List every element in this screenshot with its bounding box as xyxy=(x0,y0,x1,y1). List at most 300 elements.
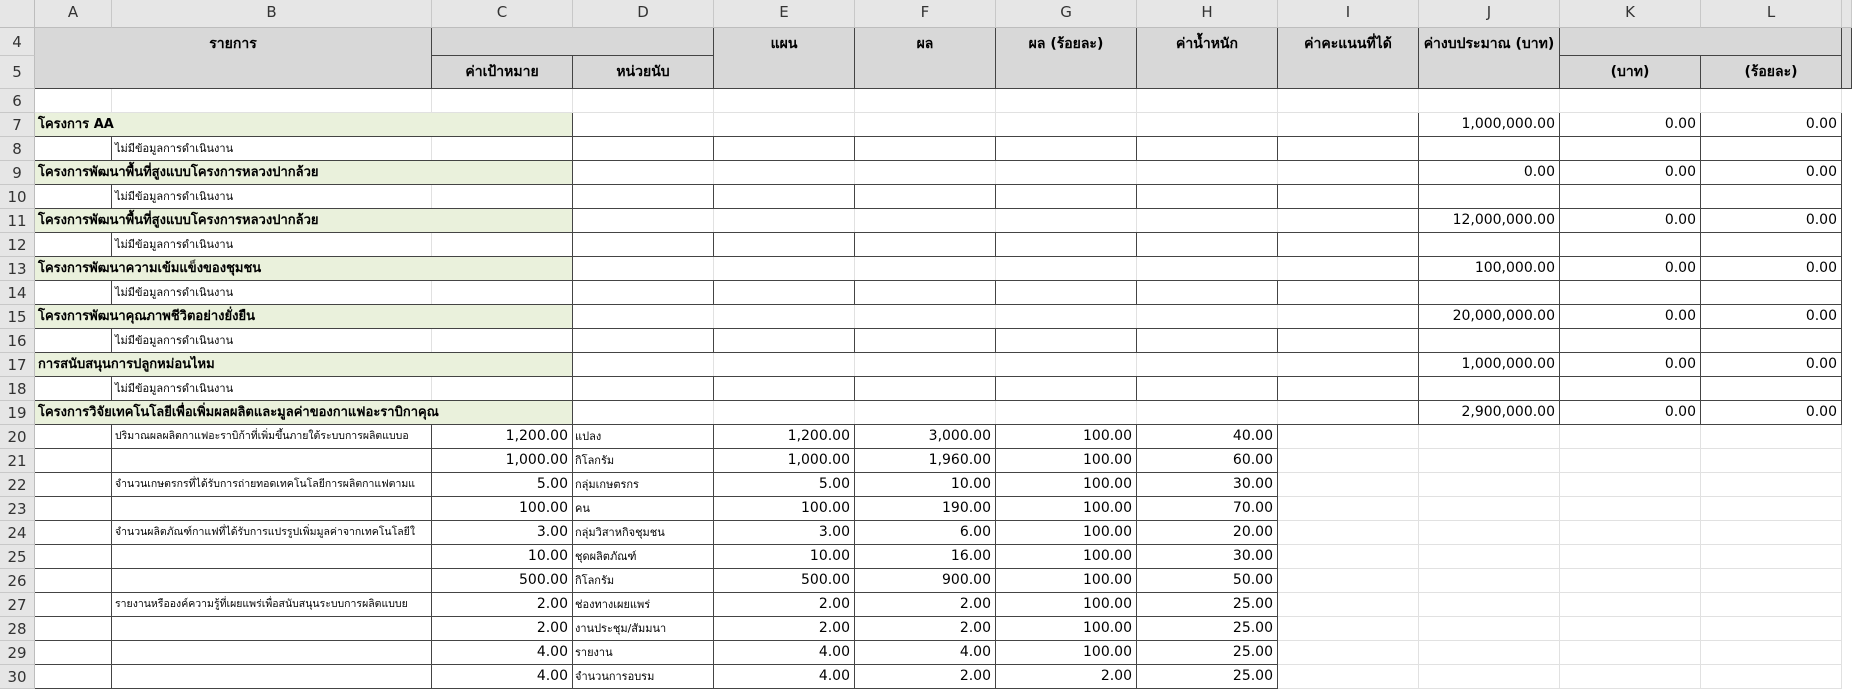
header-budget-label: ค่างบประมาณ (บาท) xyxy=(1423,36,1555,52)
detail-weight-3[interactable]: 30.00 xyxy=(1137,473,1278,497)
sub-cell-d-4[interactable] xyxy=(573,281,714,305)
row-header-24[interactable]: 24 xyxy=(0,521,35,545)
sub-cell-i-1[interactable] xyxy=(1278,137,1419,161)
cell-g6[interactable] xyxy=(996,89,1137,113)
sub-cell-k-2[interactable] xyxy=(1560,185,1701,209)
row-header-21[interactable]: 21 xyxy=(0,449,35,473)
header-weight-label: ค่าน้ำหนัก xyxy=(1176,36,1238,52)
detail-result-1[interactable]: 3,000.00 xyxy=(855,425,996,449)
sub-cell-j-1[interactable] xyxy=(1419,137,1560,161)
cell-c6[interactable] xyxy=(432,89,573,113)
cell-i23[interactable] xyxy=(1278,497,1419,521)
project-name-2[interactable]: โครงการพัฒนาพื้นที่สูงแบบโครงการหลวงปากล้วย xyxy=(35,161,573,185)
detail-weight-10[interactable]: 25.00 xyxy=(1137,641,1278,665)
project-status-2[interactable]: ไม่มีข้อมูลการดำเนินงาน xyxy=(112,185,573,209)
detail-indicator-4[interactable] xyxy=(112,497,432,521)
detail-a-2[interactable] xyxy=(35,449,112,473)
detail-indicator-5[interactable]: จำนวนผลิตภัณฑ์กาแฟที่ได้รับการแปรรูปเพิ่มมูลค่าจากเทคโนโลยีใ xyxy=(112,521,432,545)
project-spacer-3[interactable] xyxy=(573,209,1419,233)
cell-a6[interactable] xyxy=(35,89,112,113)
sub-cell-e-2[interactable] xyxy=(714,185,855,209)
sub-cell-i-3[interactable] xyxy=(1278,233,1419,257)
detail-result-pct-8[interactable]: 100.00 xyxy=(996,593,1137,617)
detail-a-1[interactable] xyxy=(35,425,112,449)
project-status-6[interactable]: ไม่มีข้อมูลการดำเนินงาน xyxy=(112,377,573,401)
project-baht-6[interactable]: 0.00 xyxy=(1560,353,1701,377)
detail-weight-8[interactable]: 25.00 xyxy=(1137,593,1278,617)
detail-plan-2[interactable]: 1,000.00 xyxy=(714,449,855,473)
sub-cell-e-5[interactable] xyxy=(714,329,855,353)
detail-plan-3[interactable]: 5.00 xyxy=(714,473,855,497)
project-name-4[interactable]: โครงการพัฒนาความเข้มแข็งของชุมชน xyxy=(35,257,573,281)
project-percent-2[interactable]: 0.00 xyxy=(1701,161,1842,185)
project-spacer-4[interactable] xyxy=(573,257,1419,281)
sub-cell-k-3[interactable] xyxy=(1560,233,1701,257)
project-percent-4[interactable]: 0.00 xyxy=(1701,257,1842,281)
sub-cell-h-4[interactable] xyxy=(1137,281,1278,305)
sub-cell-k-1[interactable] xyxy=(1560,137,1701,161)
cell-i25[interactable] xyxy=(1278,545,1419,569)
detail-result-pct-11[interactable]: 2.00 xyxy=(996,665,1137,689)
project-status-1[interactable]: ไม่มีข้อมูลการดำเนินงาน xyxy=(112,137,573,161)
detail-indicator-11[interactable] xyxy=(112,665,432,689)
detail-result-pct-10[interactable]: 100.00 xyxy=(996,641,1137,665)
cell-l20[interactable] xyxy=(1701,425,1842,449)
detail-a-6[interactable] xyxy=(35,545,112,569)
project-percent-1[interactable]: 0.00 xyxy=(1701,113,1842,137)
row-header-27[interactable]: 27 xyxy=(0,593,35,617)
cell-i30[interactable] xyxy=(1278,665,1419,689)
column-header-f[interactable]: F xyxy=(855,0,996,28)
project-budget-3[interactable]: 12,000,000.00 xyxy=(1419,209,1560,233)
cell-k23[interactable] xyxy=(1560,497,1701,521)
sub-cell-j-6[interactable] xyxy=(1419,377,1560,401)
detail-result-pct-2[interactable]: 100.00 xyxy=(996,449,1137,473)
cell-i26[interactable] xyxy=(1278,569,1419,593)
project-spacer-1[interactable] xyxy=(573,113,1419,137)
cell-l21[interactable] xyxy=(1701,449,1842,473)
sub-cell-e-6[interactable] xyxy=(714,377,855,401)
cell-i22[interactable] xyxy=(1278,473,1419,497)
project-percent-6[interactable]: 0.00 xyxy=(1701,353,1842,377)
row-header-17[interactable]: 17 xyxy=(0,353,35,377)
header-result xyxy=(855,28,996,89)
sub-cell-h-6[interactable] xyxy=(1137,377,1278,401)
sub-a-3[interactable] xyxy=(35,233,112,257)
sub-cell-f-3[interactable] xyxy=(855,233,996,257)
row-header-10[interactable]: 10 xyxy=(0,185,35,209)
project-name-6[interactable]: การสนับสนุนการปลูกหม่อนไหม xyxy=(35,353,573,377)
cell-d6[interactable] xyxy=(573,89,714,113)
row-header-26[interactable]: 26 xyxy=(0,569,35,593)
detail-weight-6[interactable]: 30.00 xyxy=(1137,545,1278,569)
project-baht-4[interactable]: 0.00 xyxy=(1560,257,1701,281)
detail-result-10[interactable]: 4.00 xyxy=(855,641,996,665)
detail-unit-4[interactable]: คน xyxy=(573,497,714,521)
detail-a-5[interactable] xyxy=(35,521,112,545)
sub-cell-l-4[interactable] xyxy=(1701,281,1842,305)
project-budget-6[interactable]: 1,000,000.00 xyxy=(1419,353,1560,377)
detail-weight-11[interactable]: 25.00 xyxy=(1137,665,1278,689)
detail-unit-8[interactable]: ช่องทางเผยแพร่ xyxy=(573,593,714,617)
cell-l30[interactable] xyxy=(1701,665,1842,689)
detail-result-pct-3[interactable]: 100.00 xyxy=(996,473,1137,497)
detail-a-9[interactable] xyxy=(35,617,112,641)
sub-cell-e-3[interactable] xyxy=(714,233,855,257)
sub-cell-g-2[interactable] xyxy=(996,185,1137,209)
cell-j22[interactable] xyxy=(1419,473,1560,497)
sub-cell-l-2[interactable] xyxy=(1701,185,1842,209)
column-header-k[interactable]: K xyxy=(1560,0,1701,28)
cell-k27[interactable] xyxy=(1560,593,1701,617)
detail-a-4[interactable] xyxy=(35,497,112,521)
detail-unit-1[interactable]: แปลง xyxy=(573,425,714,449)
project-name-7[interactable]: โครงการวิจัยเทคโนโลยีเพื่อเพิ่มผลผลิตและมูลค่าของกาแฟอะราบิกาคุณ xyxy=(35,401,573,425)
detail-unit-9[interactable]: งานประชุม/สัมมนา xyxy=(573,617,714,641)
row-header-11[interactable]: 11 xyxy=(0,209,35,233)
cell-i24[interactable] xyxy=(1278,521,1419,545)
project-spacer-6[interactable] xyxy=(573,353,1419,377)
detail-result-pct-1[interactable]: 100.00 xyxy=(996,425,1137,449)
sub-cell-j-3[interactable] xyxy=(1419,233,1560,257)
detail-plan-10[interactable]: 4.00 xyxy=(714,641,855,665)
detail-plan-6[interactable]: 10.00 xyxy=(714,545,855,569)
detail-plan-4[interactable]: 100.00 xyxy=(714,497,855,521)
sub-cell-l-1[interactable] xyxy=(1701,137,1842,161)
cell-j21[interactable] xyxy=(1419,449,1560,473)
detail-a-3[interactable] xyxy=(35,473,112,497)
detail-result-6[interactable]: 16.00 xyxy=(855,545,996,569)
detail-unit-2[interactable]: กิโลกรัม xyxy=(573,449,714,473)
detail-unit-3[interactable]: กลุ่มเกษตรกร xyxy=(573,473,714,497)
sub-cell-l-3[interactable] xyxy=(1701,233,1842,257)
row-header-4[interactable]: 4 xyxy=(0,28,35,56)
header-budget xyxy=(1419,28,1560,89)
sub-cell-k-6[interactable] xyxy=(1560,377,1701,401)
sub-cell-h-3[interactable] xyxy=(1137,233,1278,257)
detail-plan-7[interactable]: 500.00 xyxy=(714,569,855,593)
sub-cell-g-4[interactable] xyxy=(996,281,1137,305)
cell-i28[interactable] xyxy=(1278,617,1419,641)
cell-j28[interactable] xyxy=(1419,617,1560,641)
sub-cell-d-2[interactable] xyxy=(573,185,714,209)
detail-unit-11[interactable]: จำนวนการอบรม xyxy=(573,665,714,689)
row-header-23[interactable]: 23 xyxy=(0,497,35,521)
project-budget-1[interactable]: 1,000,000.00 xyxy=(1419,113,1560,137)
detail-result-pct-6[interactable]: 100.00 xyxy=(996,545,1137,569)
cell-j23[interactable] xyxy=(1419,497,1560,521)
project-percent-5[interactable]: 0.00 xyxy=(1701,305,1842,329)
cell-b6[interactable] xyxy=(112,89,432,113)
sub-cell-l-5[interactable] xyxy=(1701,329,1842,353)
row-header-5[interactable]: 5 xyxy=(0,56,35,89)
detail-result-11[interactable]: 2.00 xyxy=(855,665,996,689)
row-header-14[interactable]: 14 xyxy=(0,281,35,305)
sub-cell-g-1[interactable] xyxy=(996,137,1137,161)
detail-result-7[interactable]: 900.00 xyxy=(855,569,996,593)
project-budget-4[interactable]: 100,000.00 xyxy=(1419,257,1560,281)
project-budget-7[interactable]: 2,900,000.00 xyxy=(1419,401,1560,425)
sub-cell-d-6[interactable] xyxy=(573,377,714,401)
detail-indicator-8[interactable]: รายงานหรือองค์ความรู้ที่เผยแพร่เพื่อสนับสนุนระบบการผลิตแบบย xyxy=(112,593,432,617)
sub-cell-g-5[interactable] xyxy=(996,329,1137,353)
detail-result-pct-7[interactable]: 100.00 xyxy=(996,569,1137,593)
detail-result-9[interactable]: 2.00 xyxy=(855,617,996,641)
detail-weight-7[interactable]: 50.00 xyxy=(1137,569,1278,593)
project-baht-2[interactable]: 0.00 xyxy=(1560,161,1701,185)
sub-cell-g-3[interactable] xyxy=(996,233,1137,257)
detail-a-10[interactable] xyxy=(35,641,112,665)
detail-result-4[interactable]: 190.00 xyxy=(855,497,996,521)
column-header-i[interactable]: I xyxy=(1278,0,1419,28)
detail-weight-5[interactable]: 20.00 xyxy=(1137,521,1278,545)
detail-indicator-10[interactable] xyxy=(112,641,432,665)
column-header-c[interactable]: C xyxy=(432,0,573,28)
cell-l22[interactable] xyxy=(1701,473,1842,497)
row-header-28[interactable]: 28 xyxy=(0,617,35,641)
cell-l27[interactable] xyxy=(1701,593,1842,617)
detail-result-3[interactable]: 10.00 xyxy=(855,473,996,497)
row-header-9[interactable]: 9 xyxy=(0,161,35,185)
cell-i21[interactable] xyxy=(1278,449,1419,473)
detail-result-5[interactable]: 6.00 xyxy=(855,521,996,545)
detail-a-8[interactable] xyxy=(35,593,112,617)
project-status-4[interactable]: ไม่มีข้อมูลการดำเนินงาน xyxy=(112,281,573,305)
row-header-30[interactable]: 30 xyxy=(0,665,35,689)
header-weight xyxy=(1137,28,1278,89)
detail-unit-5[interactable]: กลุ่มวิสาหกิจชุมชน xyxy=(573,521,714,545)
detail-result-pct-5[interactable]: 100.00 xyxy=(996,521,1137,545)
cell-j25[interactable] xyxy=(1419,545,1560,569)
detail-plan-1[interactable]: 1,200.00 xyxy=(714,425,855,449)
sub-a-4[interactable] xyxy=(35,281,112,305)
detail-target-2[interactable]: 1,000.00 xyxy=(432,449,573,473)
header-group-target xyxy=(432,28,714,56)
detail-weight-4[interactable]: 70.00 xyxy=(1137,497,1278,521)
detail-result-2[interactable]: 1,960.00 xyxy=(855,449,996,473)
column-header-h[interactable]: H xyxy=(1137,0,1278,28)
detail-target-1[interactable]: 1,200.00 xyxy=(432,425,573,449)
project-baht-5[interactable]: 0.00 xyxy=(1560,305,1701,329)
row-header-19[interactable]: 19 xyxy=(0,401,35,425)
sub-cell-f-2[interactable] xyxy=(855,185,996,209)
project-name-5[interactable]: โครงการพัฒนาคุณภาพชีวิตอย่างยั่งยืน xyxy=(35,305,573,329)
cell-l6[interactable] xyxy=(1701,89,1842,113)
row-header-15[interactable]: 15 xyxy=(0,305,35,329)
row-header-16[interactable]: 16 xyxy=(0,329,35,353)
detail-a-11[interactable] xyxy=(35,665,112,689)
sub-cell-j-4[interactable] xyxy=(1419,281,1560,305)
sub-cell-i-5[interactable] xyxy=(1278,329,1419,353)
project-baht-3[interactable]: 0.00 xyxy=(1560,209,1701,233)
project-spacer-7[interactable] xyxy=(573,401,1419,425)
row-header-8[interactable]: 8 xyxy=(0,137,35,161)
sub-cell-f-5[interactable] xyxy=(855,329,996,353)
cell-k21[interactable] xyxy=(1560,449,1701,473)
select-all-corner[interactable] xyxy=(0,0,35,28)
cell-j30[interactable] xyxy=(1419,665,1560,689)
cell-l26[interactable] xyxy=(1701,569,1842,593)
sub-cell-h-5[interactable] xyxy=(1137,329,1278,353)
project-budget-5[interactable]: 20,000,000.00 xyxy=(1419,305,1560,329)
detail-plan-5[interactable]: 3.00 xyxy=(714,521,855,545)
cell-f6[interactable] xyxy=(855,89,996,113)
row-header-7[interactable]: 7 xyxy=(0,113,35,137)
cell-j26[interactable] xyxy=(1419,569,1560,593)
sub-cell-f-6[interactable] xyxy=(855,377,996,401)
column-header-l[interactable]: L xyxy=(1701,0,1842,28)
cell-i20[interactable] xyxy=(1278,425,1419,449)
row-header-6[interactable]: 6 xyxy=(0,89,35,113)
detail-target-7[interactable]: 500.00 xyxy=(432,569,573,593)
sub-cell-k-4[interactable] xyxy=(1560,281,1701,305)
sub-cell-h-1[interactable] xyxy=(1137,137,1278,161)
detail-target-6[interactable]: 10.00 xyxy=(432,545,573,569)
cell-i6[interactable] xyxy=(1278,89,1419,113)
row-header-25[interactable]: 25 xyxy=(0,545,35,569)
detail-weight-2[interactable]: 60.00 xyxy=(1137,449,1278,473)
sub-cell-g-6[interactable] xyxy=(996,377,1137,401)
detail-a-7[interactable] xyxy=(35,569,112,593)
header-group-disbursement xyxy=(1560,28,1842,56)
column-header-e[interactable]: E xyxy=(714,0,855,28)
sub-cell-e-4[interactable] xyxy=(714,281,855,305)
cell-h6[interactable] xyxy=(1137,89,1278,113)
column-header-j[interactable]: J xyxy=(1419,0,1560,28)
sub-cell-f-1[interactable] xyxy=(855,137,996,161)
sub-cell-d-1[interactable] xyxy=(573,137,714,161)
header-baht: (บาท) xyxy=(1560,56,1701,89)
sub-cell-k-5[interactable] xyxy=(1560,329,1701,353)
sub-a-6[interactable] xyxy=(35,377,112,401)
header-unit: หน่วยนับ xyxy=(573,56,714,89)
cell-l24[interactable] xyxy=(1701,521,1842,545)
detail-unit-6[interactable]: ชุดผลิตภัณฑ์ xyxy=(573,545,714,569)
column-header-d[interactable]: D xyxy=(573,0,714,28)
cell-j20[interactable] xyxy=(1419,425,1560,449)
sub-cell-i-6[interactable] xyxy=(1278,377,1419,401)
sub-a-2[interactable] xyxy=(35,185,112,209)
cell-e6[interactable] xyxy=(714,89,855,113)
header-percent: (ร้อยละ) xyxy=(1701,56,1842,89)
row-header-13[interactable]: 13 xyxy=(0,257,35,281)
sub-cell-h-2[interactable] xyxy=(1137,185,1278,209)
project-status-3[interactable]: ไม่มีข้อมูลการดำเนินงาน xyxy=(112,233,573,257)
cell-i27[interactable] xyxy=(1278,593,1419,617)
cell-k24[interactable] xyxy=(1560,521,1701,545)
sub-cell-f-4[interactable] xyxy=(855,281,996,305)
project-budget-2[interactable]: 0.00 xyxy=(1419,161,1560,185)
detail-target-4[interactable]: 100.00 xyxy=(432,497,573,521)
sub-cell-j-2[interactable] xyxy=(1419,185,1560,209)
detail-indicator-3[interactable]: จำนวนเกษตรกรที่ได้รับการถ่ายทอดเทคโนโลยีการผลิตกาแฟตามแ xyxy=(112,473,432,497)
detail-weight-9[interactable]: 25.00 xyxy=(1137,617,1278,641)
detail-unit-7[interactable]: กิโลกรัม xyxy=(573,569,714,593)
row-header-18[interactable]: 18 xyxy=(0,377,35,401)
cell-l29[interactable] xyxy=(1701,641,1842,665)
sub-cell-d-5[interactable] xyxy=(573,329,714,353)
detail-result-pct-4[interactable]: 100.00 xyxy=(996,497,1137,521)
sub-cell-l-6[interactable] xyxy=(1701,377,1842,401)
header-target-value: ค่าเป้าหมาย xyxy=(432,56,573,89)
cell-i29[interactable] xyxy=(1278,641,1419,665)
project-spacer-5[interactable] xyxy=(573,305,1419,329)
cell-j27[interactable] xyxy=(1419,593,1560,617)
detail-target-3[interactable]: 5.00 xyxy=(432,473,573,497)
cell-l23[interactable] xyxy=(1701,497,1842,521)
row-header-29[interactable]: 29 xyxy=(0,641,35,665)
detail-indicator-2[interactable] xyxy=(112,449,432,473)
detail-result-pct-9[interactable]: 100.00 xyxy=(996,617,1137,641)
detail-indicator-1[interactable]: ปริมาณผลผลิตกาแฟอะราบิก้าที่เพิ่มขึ้นภายใต้ระบบการผลิตแบบอ xyxy=(112,425,432,449)
detail-target-5[interactable]: 3.00 xyxy=(432,521,573,545)
column-header-g[interactable]: G xyxy=(996,0,1137,28)
row-header-12[interactable]: 12 xyxy=(0,233,35,257)
header-score xyxy=(1278,28,1419,89)
sub-cell-e-1[interactable] xyxy=(714,137,855,161)
sub-a-5[interactable] xyxy=(35,329,112,353)
cell-k28[interactable] xyxy=(1560,617,1701,641)
detail-target-10[interactable]: 4.00 xyxy=(432,641,573,665)
column-header-m[interactable] xyxy=(1842,0,1852,28)
detail-target-8[interactable]: 2.00 xyxy=(432,593,573,617)
column-header-a[interactable]: A xyxy=(35,0,112,28)
header-item xyxy=(35,28,432,89)
sub-cell-d-3[interactable] xyxy=(573,233,714,257)
project-baht-7[interactable]: 0.00 xyxy=(1560,401,1701,425)
detail-unit-10[interactable]: รายงาน xyxy=(573,641,714,665)
project-baht-1[interactable]: 0.00 xyxy=(1560,113,1701,137)
cell-j24[interactable] xyxy=(1419,521,1560,545)
detail-target-11[interactable]: 4.00 xyxy=(432,665,573,689)
project-name-1[interactable]: โครงการ AA xyxy=(35,113,573,137)
header-result-pct xyxy=(996,28,1137,89)
cell-k6[interactable] xyxy=(1560,89,1701,113)
row-header-20[interactable]: 20 xyxy=(0,425,35,449)
project-percent-7[interactable]: 0.00 xyxy=(1701,401,1842,425)
cell-k25[interactable] xyxy=(1560,545,1701,569)
detail-plan-11[interactable]: 4.00 xyxy=(714,665,855,689)
project-status-5[interactable]: ไม่มีข้อมูลการดำเนินงาน xyxy=(112,329,573,353)
cell-k20[interactable] xyxy=(1560,425,1701,449)
detail-plan-8[interactable]: 2.00 xyxy=(714,593,855,617)
detail-indicator-6[interactable] xyxy=(112,545,432,569)
project-percent-3[interactable]: 0.00 xyxy=(1701,209,1842,233)
cell-l28[interactable] xyxy=(1701,617,1842,641)
detail-plan-9[interactable]: 2.00 xyxy=(714,617,855,641)
project-spacer-2[interactable] xyxy=(573,161,1419,185)
detail-target-9[interactable]: 2.00 xyxy=(432,617,573,641)
project-name-3[interactable]: โครงการพัฒนาพื้นที่สูงแบบโครงการหลวงปากล้วย xyxy=(35,209,573,233)
detail-indicator-9[interactable] xyxy=(112,617,432,641)
cell-k22[interactable] xyxy=(1560,473,1701,497)
detail-result-8[interactable]: 2.00 xyxy=(855,593,996,617)
column-header-b[interactable]: B xyxy=(112,0,432,28)
cell-k30[interactable] xyxy=(1560,665,1701,689)
detail-indicator-7[interactable] xyxy=(112,569,432,593)
sub-cell-i-4[interactable] xyxy=(1278,281,1419,305)
sub-cell-i-2[interactable] xyxy=(1278,185,1419,209)
row-header-22[interactable]: 22 xyxy=(0,473,35,497)
cell-l25[interactable] xyxy=(1701,545,1842,569)
cell-j29[interactable] xyxy=(1419,641,1560,665)
cell-j6[interactable] xyxy=(1419,89,1560,113)
cell-k29[interactable] xyxy=(1560,641,1701,665)
sub-cell-j-5[interactable] xyxy=(1419,329,1560,353)
cell-k26[interactable] xyxy=(1560,569,1701,593)
sub-a-1[interactable] xyxy=(35,137,112,161)
detail-weight-1[interactable]: 40.00 xyxy=(1137,425,1278,449)
